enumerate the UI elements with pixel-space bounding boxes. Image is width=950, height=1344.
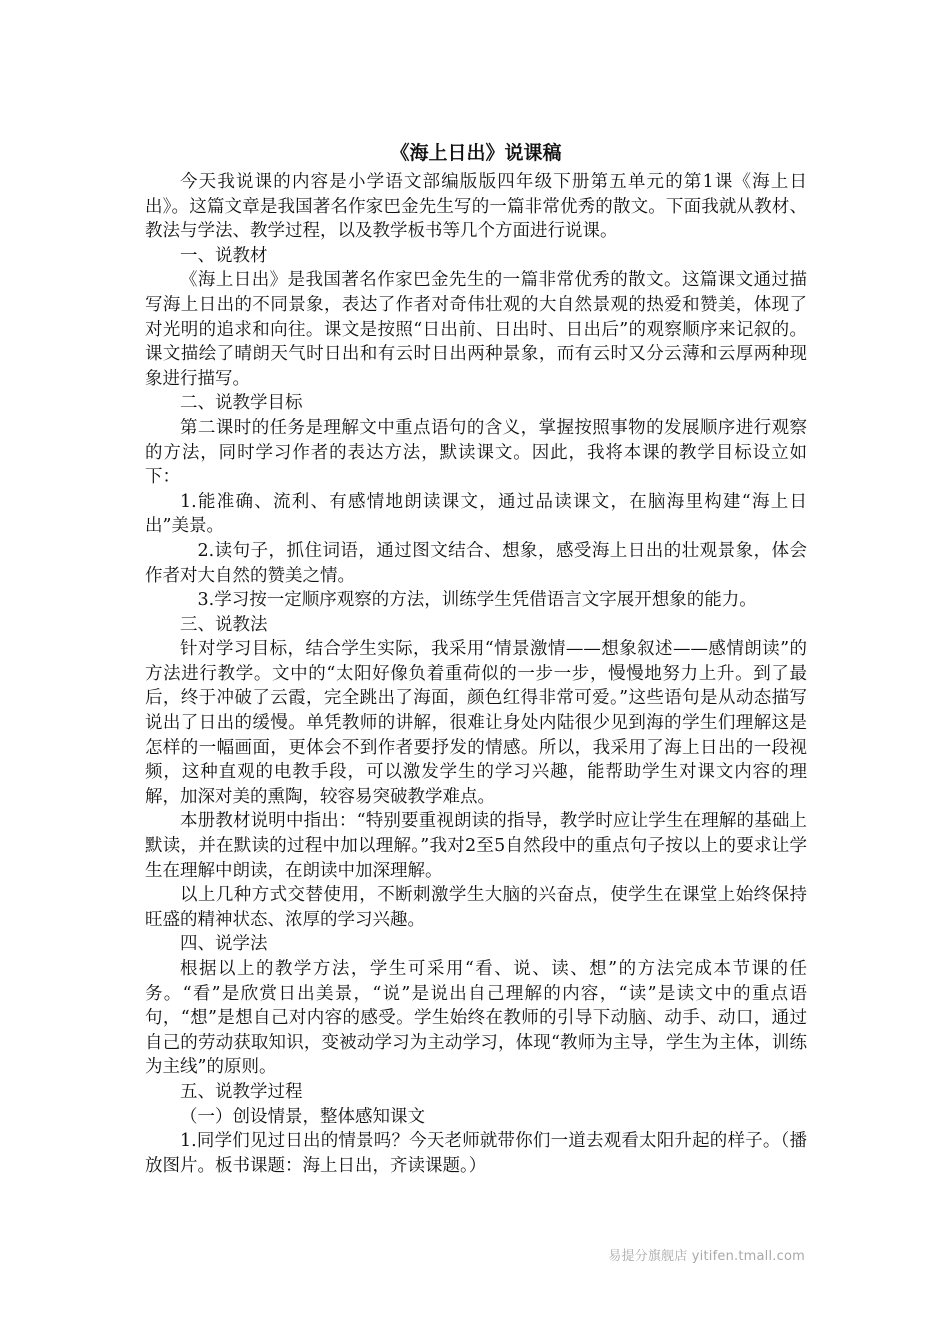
process-subheading: （一）创设情景，整体感知课文 [180,1106,425,1127]
goal-item-3: 3.学习按一定顺序观察的方法，训练学生凭借语言文字展开想象的能力。 [197,590,757,611]
goal-item-2: 2.读句子，抓住词语，通过图文结合、想象，感受海上日出的壮观景象，体会作者对大自然的赞美之情。 [145,540,807,586]
section-heading-goals: 二、说教学目标 [180,393,303,414]
goals-paragraph: 第二课时的任务是理解文中重点语句的含义，掌握按照事物的发展顺序进行观察的方法，同时学习作者的表达方法，默读课文。因此，我将本课的教学目标设立如下： [145,417,807,488]
textbook-paragraph: 《海上日出》是我国著名作家巴金先生的一篇非常优秀的散文。这篇课文通过描写海上日出的不同景象，表达了作者对奇伟壮观的大自然景观的热爱和赞美，体现了对光明的追求和向往。课文是按照“日出前、日出时、日出后”的观察顺序来记叙的。课文描绘了晴朗天气时日出和有云时日出两种景象，而有云时又分云薄和云厚两种现象进行描写。 [145,270,807,389]
section-heading-textbook: 一、说教材 [180,245,268,266]
section-heading-learning: 四、说学法 [180,934,268,955]
section-heading-process: 五、说教学过程 [180,1081,303,1102]
methods-paragraph-1: 针对学习目标，结合学生实际，我采用“情景激情——想象叙述——感情朗读”的方法进行教学。文中的“太阳好像负着重荷似的一步一步，慢慢地努力上升。到了最后，终于冲破了云霞，完全跳出了海面，颜色红得非常可爱。”这些语句是从动态描写说出了日出的缓慢。单凭教师的讲解，很难让身处内陆很少见到海的学生们理解这是怎样的一幅画面，更体会不到作者要抒发的情感。所以，我采用了海上日出的一段视频，这种直观的电教手段，可以激发学生的学习兴趣，能帮助学生对课文内容的理解，加深对美的熏陶，较容易突破教学难点。 [145,639,807,807]
document-title: 《海上日出》说课稿 [390,142,562,164]
intro-paragraph: 今天我说课的内容是小学语文部编版版四年级下册第五单元的第1课《海上日出》。这篇文章是我国著名作家巴金先生写的一篇非常优秀的散文。下面我就从教材、教法与学法、教学过程，以及教学板书等几个方面进行说课。 [145,172,807,242]
methods-paragraph-2: 本册教材说明中指出：“特别要重视朗读的指导，教学时应让学生在理解的基础上默读，并在默读的过程中加以理解。”我对2至5自然段中的重点句子按以上的要求让学生在理解中朗读，在朗读中加深理解。 [145,811,807,881]
methods-paragraph-3: 以上几种方式交替使用，不断刺激学生大脑的兴奋点，使学生在课堂上始终保持旺盛的精神状态、浓厚的学习兴趣。 [145,885,807,930]
watermark: 易提分旗舰店 yitifen.tmall.com [608,1249,805,1264]
document-page [145,140,807,1178]
section-heading-methods: 三、说教法 [180,614,268,635]
learning-paragraph: 根据以上的教学方法，学生可采用“看、说、读、想”的方法完成本节课的任务。“看”是欣赏日出美景，“说”是说出自己理解的内容，“读”是读文中的重点语句，“想”是想自己对内容的感受。学生始终在教师的引导下动脑、动手、动口，通过自己的劳动获取知识，变被动学习为主动学习，体现“教师为主导，学生为主体，训练为主线”的原则。 [145,959,807,1078]
process-paragraph: 1.同学们见过日出的情景吗？今天老师就带你们一道去观看太阳升起的样子。（播放图片。板书课题：海上日出，齐读课题。） [145,1131,807,1176]
goal-item-1: 1.能准确、流利、有感情地朗读课文，通过品读课文，在脑海里构建“海上日出”美景。 [145,491,807,537]
